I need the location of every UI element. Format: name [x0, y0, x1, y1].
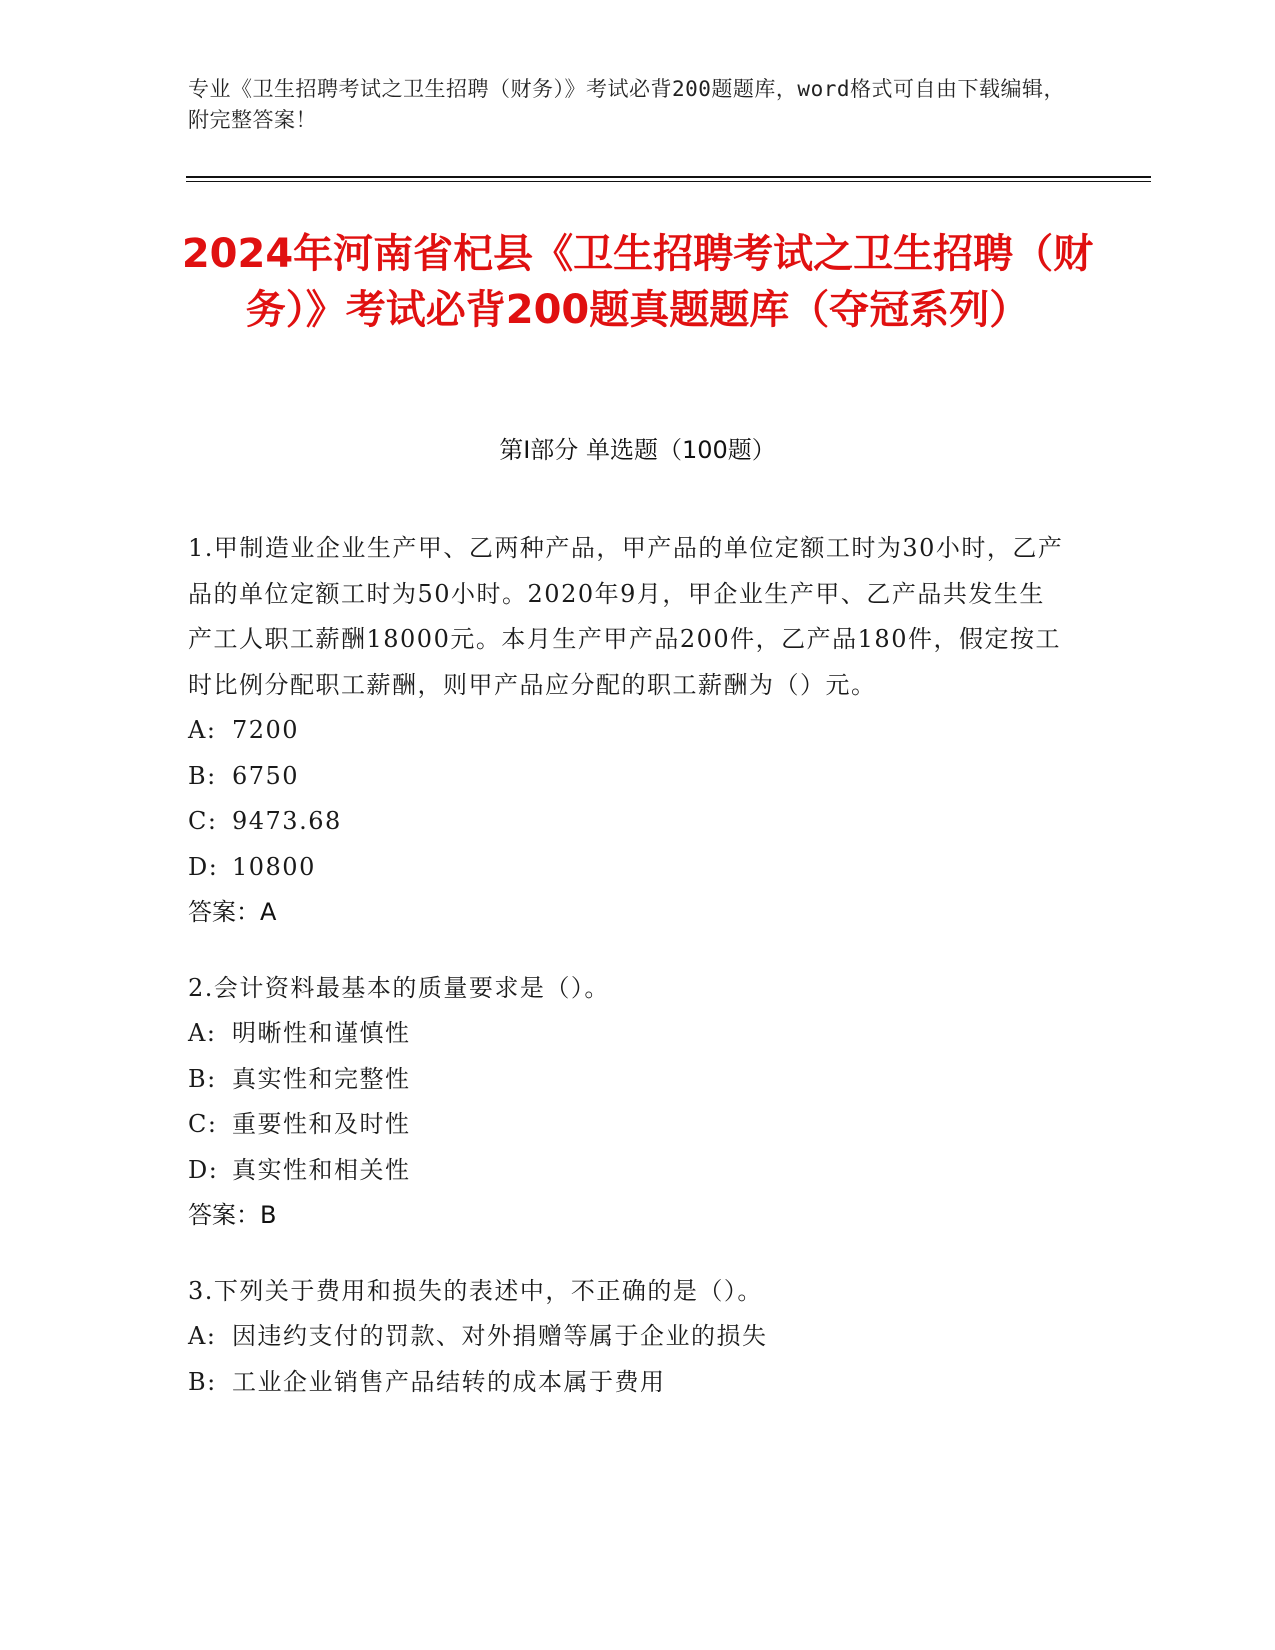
option-text: 7200	[232, 716, 300, 744]
question-2	[188, 966, 1068, 1239]
option-d	[188, 1148, 1068, 1194]
option-letter: C:	[188, 1110, 218, 1138]
option-text: 10800	[232, 852, 316, 881]
document-title: 2024年河南省杞县《卫生招聘考试之卫生招聘（财务）》考试必背200题真题题库（夺冠系列）	[181, 231, 1094, 333]
question-3	[188, 1269, 1068, 1406]
answer-line: 答案：A	[188, 898, 277, 926]
header-divider-thick	[186, 176, 1151, 178]
option-text: 真实性和完整性	[232, 1064, 411, 1093]
option-letter: D:	[188, 1155, 219, 1184]
option-text: 6750	[232, 761, 300, 790]
question-stem: 1.甲制造业企业生产甲、乙两种产品，甲产品的单位定额工时为30小时，乙产品的单位定额工时为50小时。2020年9月，甲企业生产甲、乙产品共发生生产工人职工薪酬18000元。本月生产甲产品200件，乙产品180件，假定按工时比例分配职工薪酬，则甲产品应分配的职工薪酬为（）元。	[188, 534, 1064, 699]
option-text: 工业企业销售产品结转的成本属于费用	[232, 1367, 666, 1396]
option-letter: A:	[188, 716, 217, 744]
option-letter: C:	[188, 807, 218, 835]
option-letter: A:	[188, 1019, 217, 1047]
option-letter: A:	[188, 1322, 217, 1350]
header-divider-thin	[186, 181, 1151, 182]
option-c	[188, 799, 1068, 845]
header-note: 专业《卫生招聘考试之卫生招聘（财务）》考试必背200题题库，word格式可自由下载编辑，附完整答案！	[188, 77, 1065, 132]
option-text: 因违约支付的罚款、对外捐赠等属于企业的损失	[232, 1322, 768, 1350]
option-letter: B:	[188, 1367, 217, 1396]
question-stem: 2.会计资料最基本的质量要求是（）。	[188, 973, 610, 1002]
option-text: 明晰性和谨慎性	[232, 1019, 411, 1047]
option-b	[188, 1360, 1068, 1406]
option-a	[188, 1314, 1068, 1360]
option-d	[188, 845, 1068, 891]
option-letter: D:	[188, 852, 219, 881]
option-text: 重要性和及时性	[232, 1110, 411, 1138]
question-list	[188, 526, 1068, 1435]
question-stem: 3.下列关于费用和损失的表述中，不正确的是（）。	[188, 1276, 763, 1305]
option-a	[188, 708, 1068, 754]
option-text: 9473.68	[232, 807, 342, 835]
option-letter: B:	[188, 761, 217, 790]
section-heading: 第Ⅰ部分 单选题（100题）	[499, 436, 776, 464]
answer-line: 答案：B	[188, 1201, 277, 1229]
option-b	[188, 1057, 1068, 1103]
option-letter: B:	[188, 1064, 217, 1093]
option-a	[188, 1011, 1068, 1057]
question-1	[188, 526, 1068, 936]
option-c	[188, 1102, 1068, 1148]
option-b	[188, 754, 1068, 800]
option-text: 真实性和相关性	[232, 1155, 411, 1184]
